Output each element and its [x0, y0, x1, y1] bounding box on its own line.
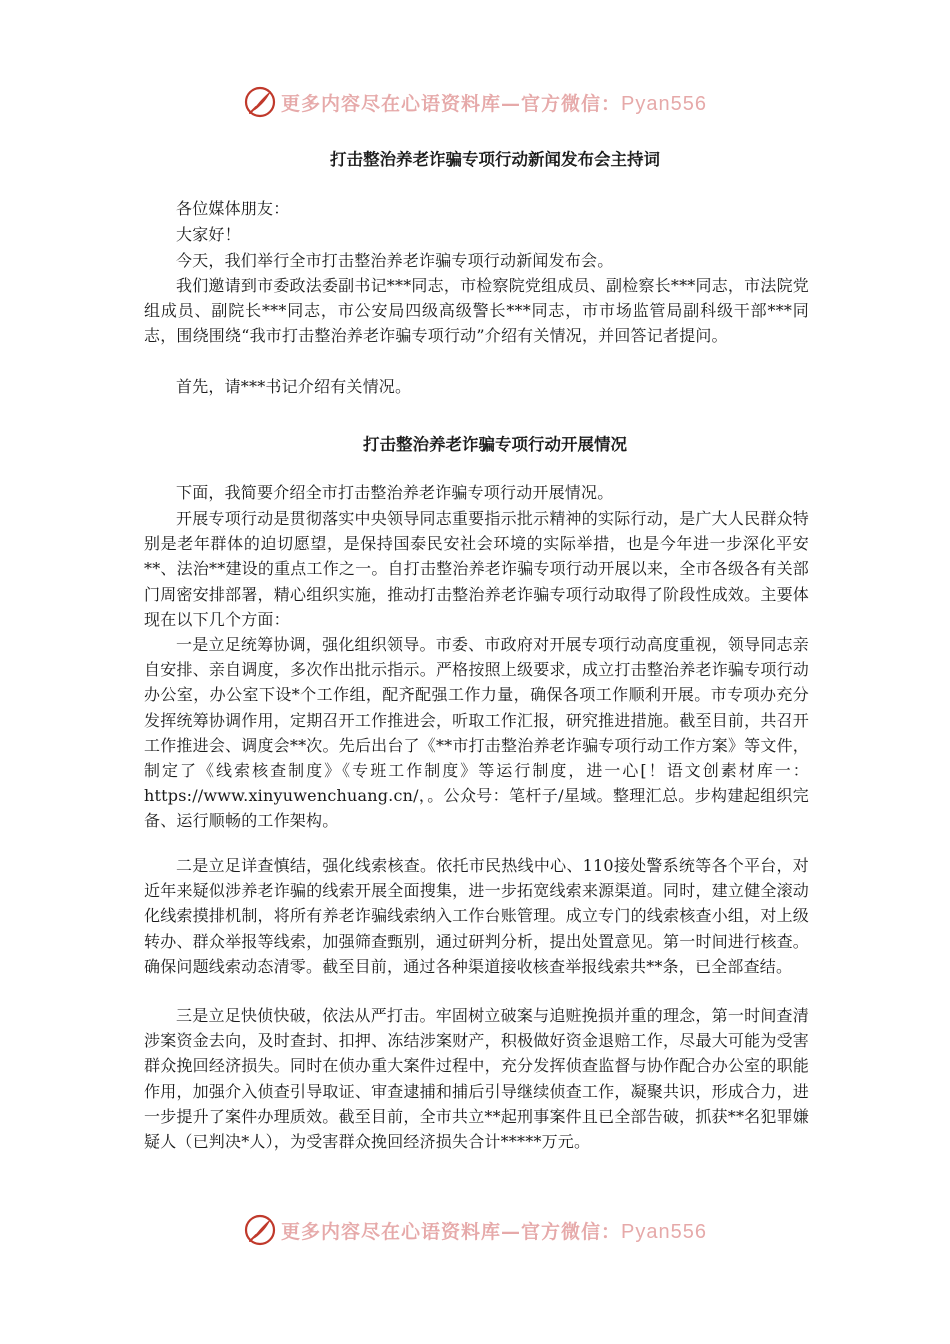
point-two-paragraph: 二是立足详查慎结，强化线索核查。依托市民热线中心、110接处警系统等各个平台，对近年来疑似涉养老诈骗的线索开展全面搜集，进一步拓宽线索来源渠道。同时，建立健全滚动化线索摸排机制，将所有养老诈骗线索纳入工作台账管理。成立专门的线索核查小组，对上级转办、群众举报等线索，加强筛查甄别，通过研判分析，提出处置意见。第一时间进行核查。确保问题线索动态清零。截至目前，通过各种渠道接收核查举报线索共**条，已全部查结。 — [144, 856, 809, 976]
background-paragraph: 开展专项行动是贯彻落实中央领导同志重要指示批示精神的实际行动，是广大人民群众特别是老年群体的迫切愿望，是保持国泰民安社会环境的实际举措，也是今年进一步深化平安**、法治**建设的重点工作之一。自打击整治养老诈骗专项行动开展以来，全市各级各有关部门周密安排部署，精心组织实施，推动打击整治养老诈骗专项行动取得了阶段性成效。主要体现在以下几个方面： — [144, 509, 809, 629]
watermark-text: 更多内容尽在心语资料库—官方微信：Pyan556 — [281, 92, 707, 115]
watermark-text: 更多内容尽在心语资料库—官方微信：Pyan556 — [281, 1220, 707, 1243]
today-paragraph: 今天，我们举行全市打击整治养老诈骗专项行动新闻发布会。 — [176, 251, 614, 270]
section-title: 打击整治养老诈骗专项行动开展情况 — [363, 435, 627, 454]
watermark-footer — [0, 1210, 950, 1250]
invite-paragraph: 我们邀请到市委政法委副书记***同志，市检察院党组成员、副检察长***同志，市法院党组成员、副院长***同志，市公安局四级高级警长***同志，市市场监管局副科级干部***同志，围绕围绕“我市打击整治养老诈骗专项行动”介绍有关情况，并回答记者提问。 — [144, 276, 809, 346]
feather-pen-logo-icon — [243, 1213, 277, 1247]
point-three-paragraph: 三是立足快侦快破，依法从严打击。牢固树立破案与追赃挽损并重的理念，第一时间查清涉案资金去向，及时查封、扣押、冻结涉案财产，积极做好资金退赔工作，尽最大可能为受害群众挽回经济损失。同时在侦办重大案件过程中，充分发挥侦查监督与协作配合办公室的职能作用，加强介入侦查引导取证、审查逮捕和捕后引导继续侦查工作，凝聚共识，形成合力，进一步提升了案件办理质效。截至目前，全市共立**起刑事案件且已全部告破，抓获**名犯罪嫌疑人（已判决*人），为受害群众挽回经济损失合计*****万元。 — [144, 1006, 809, 1152]
greeting-paragraph: 各位媒体朋友： — [176, 199, 290, 218]
first-speaker-paragraph: 首先，请***书记介绍有关情况。 — [176, 377, 412, 396]
intro-paragraph: 下面，我简要介绍全市打击整治养老诈骗专项行动开展情况。 — [176, 483, 614, 502]
watermark-header — [0, 82, 950, 122]
document-title: 打击整治养老诈骗专项行动新闻发布会主持词 — [330, 150, 660, 169]
hello-paragraph: 大家好！ — [176, 225, 241, 244]
feather-pen-logo-icon — [243, 85, 277, 119]
point-one-paragraph: 一是立足统筹协调，强化组织领导。市委、市政府对开展专项行动高度重视，领导同志亲自安排、亲自调度，多次作出批示指示。严格按照上级要求，成立打击整治养老诈骗专项行动办公室，办公室下设*个工作组，配齐配强工作力量，确保各项工作顺利开展。市专项办充分发挥统筹协调作用，定期召开工作推进会，听取工作汇报，研究推进措施。截至目前，共召开工作推进会、调度会**次。先后出台了《**市打击整治养老诈骗专项行动工作方案》等文件，制定了《线索核查制度》《专班工作制度》等运行制度，进一心[！语文创素材库一：https://www.xinyuwenchuang.cn/，。公众号：笔杆子/星域。整理汇总。步构建起组织完备、运行顺畅的工作架构。 — [144, 635, 809, 831]
